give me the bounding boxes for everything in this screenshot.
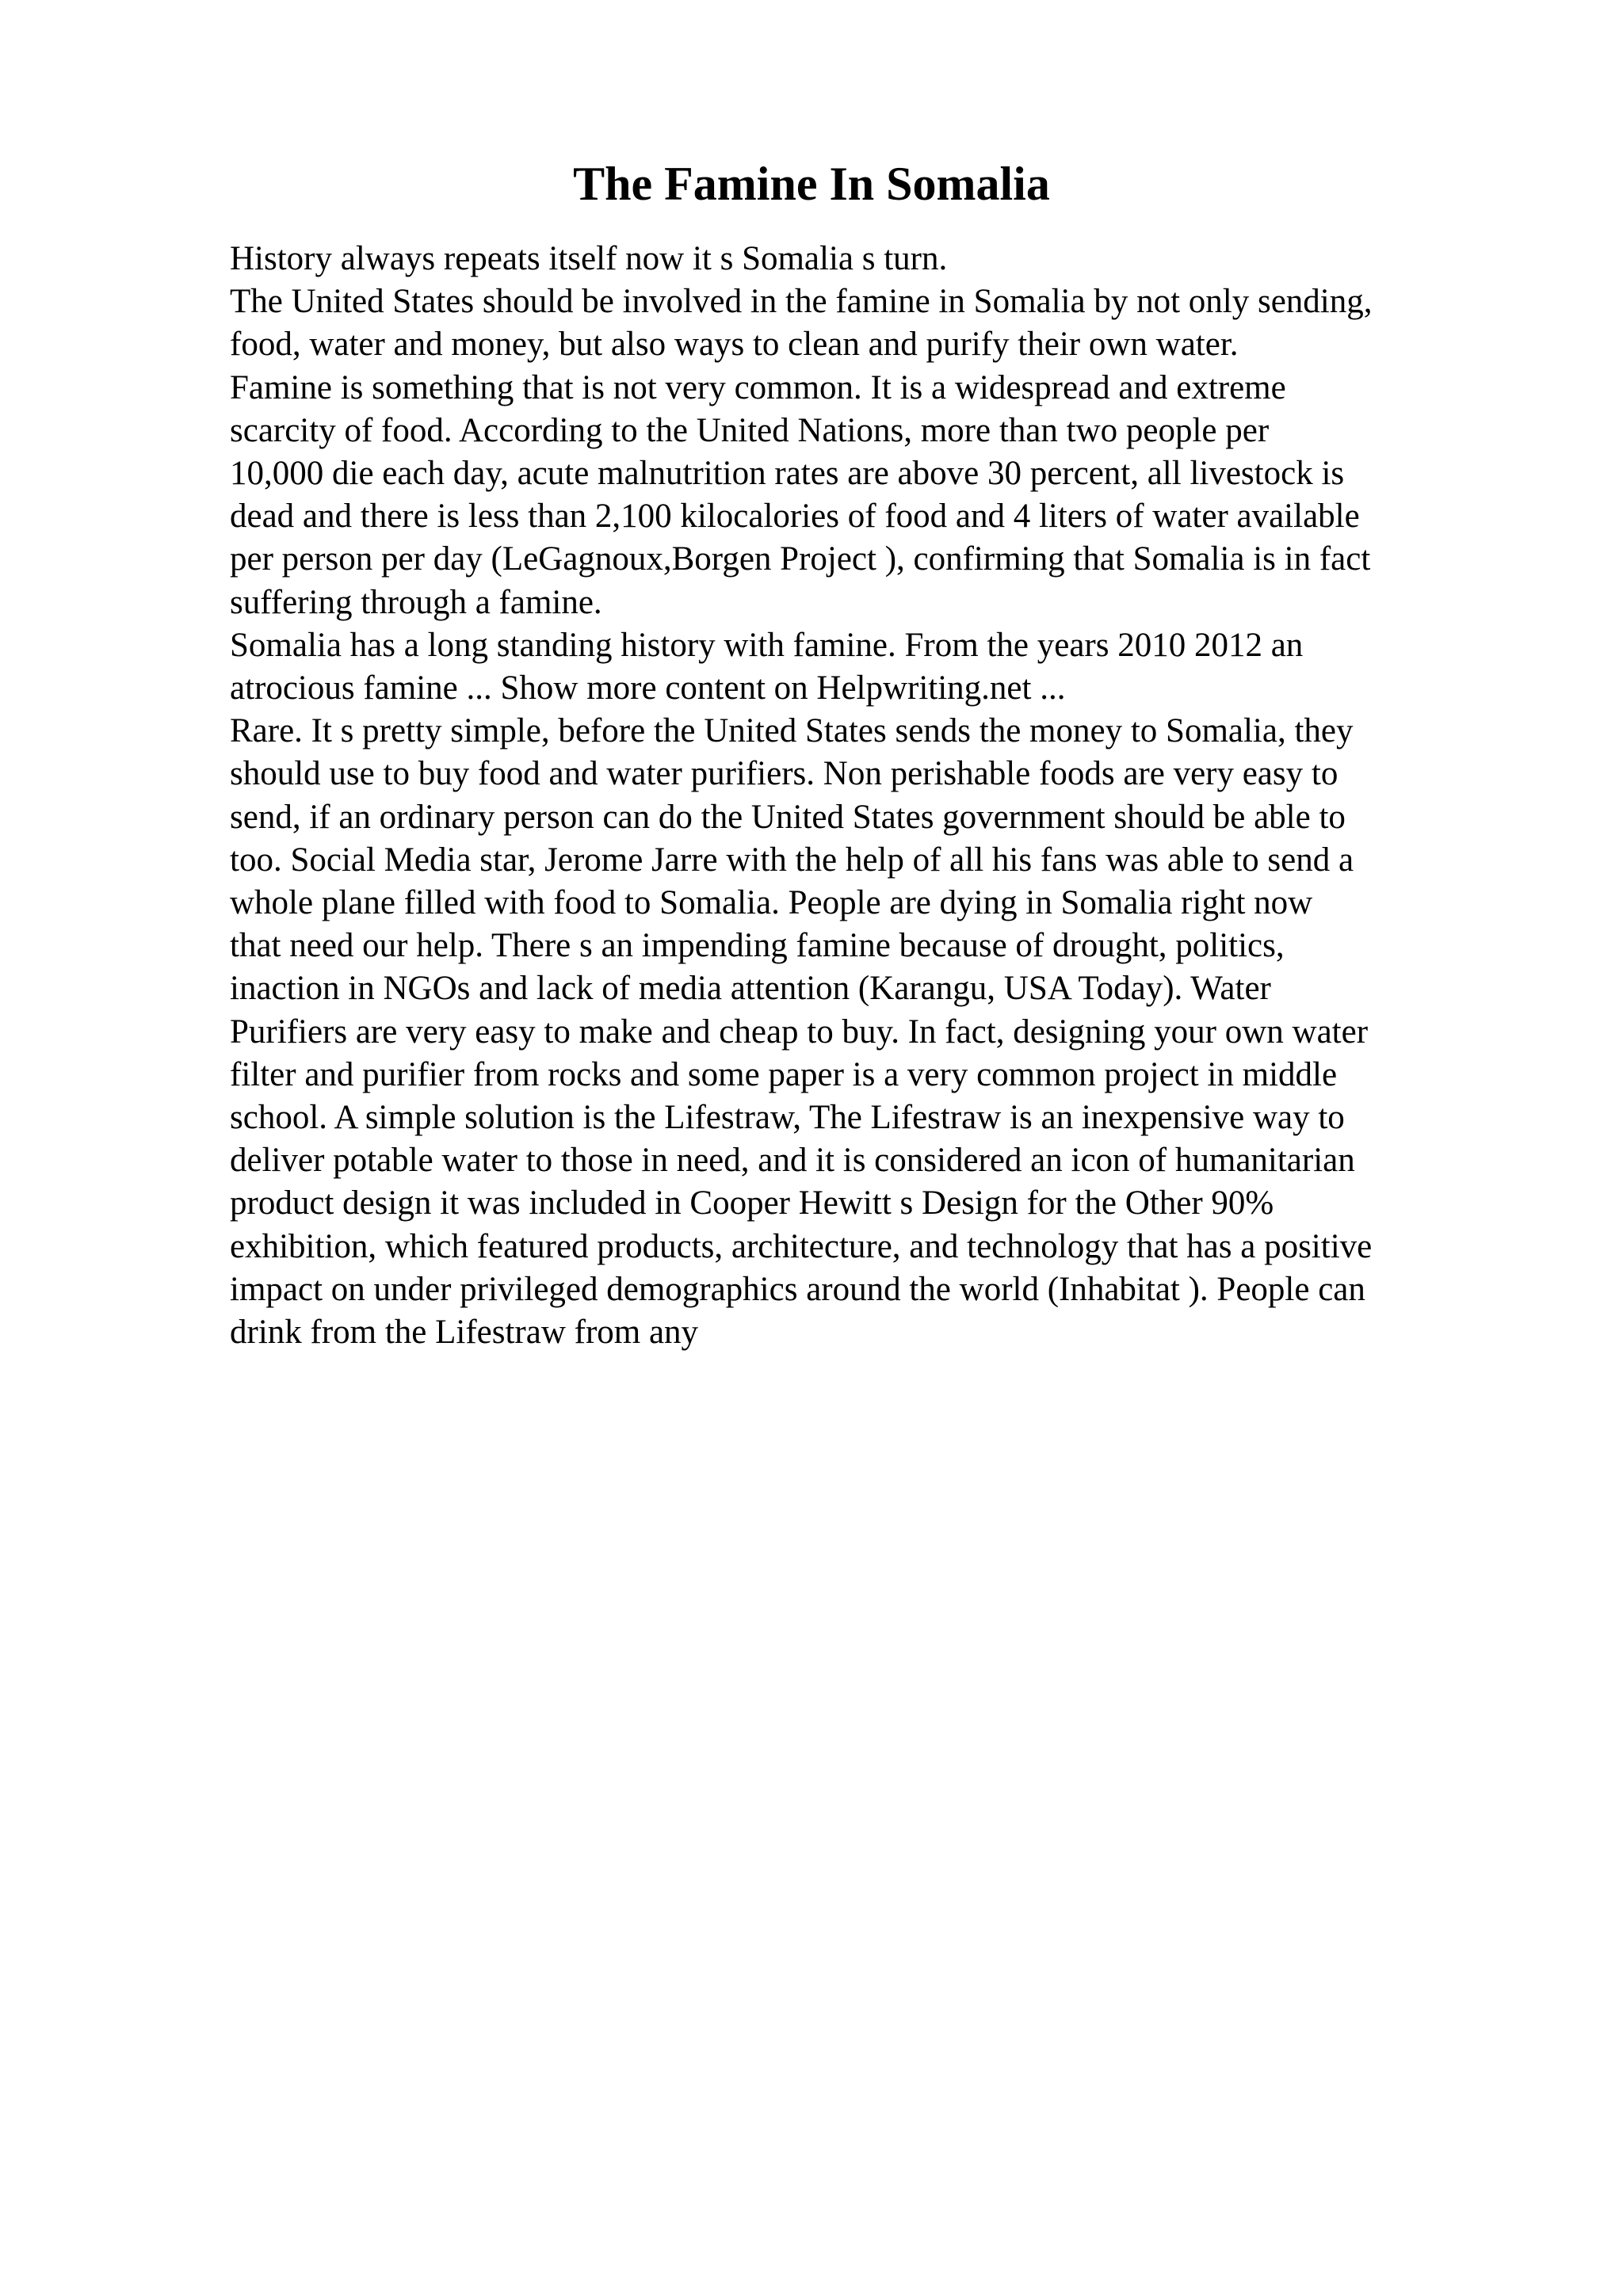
paragraph-line: Purifiers are very easy to make and cheap to buy. In fact, designing your own water <box>230 1013 1369 1051</box>
paragraph-line: atrocious famine ... Show more content on Helpwriting.net ... <box>230 669 1066 707</box>
paragraph-line: filter and purifier from rocks and some paper is a very common project in middle <box>230 1055 1338 1093</box>
paragraph-line: Rare. It s pretty simple, before the United States sends the money to Somalia, they <box>230 712 1354 750</box>
paragraph-4 <box>230 624 1466 710</box>
paragraph-line: History always repeats itself now it s Somalia s turn. <box>230 240 948 277</box>
paragraph-line: impact on under privileged demographics around the world (Inhabitat ). People can <box>230 1270 1365 1308</box>
paragraph-line: send, if an ordinary person can do the United States government should be able to <box>230 798 1346 836</box>
paragraph-5 <box>230 710 1466 1354</box>
paragraph-line: The United States should be involved in the famine in Somalia by not only sending, <box>230 283 1373 321</box>
document-body <box>230 238 1466 1354</box>
paragraph-line: suffering through a famine. <box>230 583 602 621</box>
paragraph-line: product design it was included in Cooper Hewitt s Design for the Other 90% <box>230 1184 1274 1222</box>
paragraph-line: deliver potable water to those in need, and it is considered an icon of humanitarian <box>230 1142 1355 1180</box>
paragraph-line: whole plane filled with food to Somalia. People are dying in Somalia right now <box>230 884 1313 922</box>
paragraph-line: that need our help. There s an impending famine because of drought, politics, <box>230 927 1285 965</box>
paragraph-line: exhibition, which featured products, architecture, and technology that has a positive <box>230 1227 1373 1265</box>
paragraph-line: inaction in NGOs and lack of media attention (Karangu, USA Today). Water <box>230 970 1271 1008</box>
paragraph-line: Famine is something that is not very common. It is a widespread and extreme <box>230 368 1286 406</box>
paragraph-3 <box>230 367 1466 624</box>
paragraph-line: 10,000 die each day, acute malnutrition rates are above 30 percent, all livestock is <box>230 455 1345 493</box>
paragraph-line: scarcity of food. According to the United Nations, more than two people per <box>230 411 1270 449</box>
paragraph-line: too. Social Media star, Jerome Jarre with the help of all his fans was able to send a <box>230 841 1354 879</box>
paragraph-line: dead and there is less than 2,100 kilocalories of food and 4 liters of water available <box>230 498 1360 536</box>
document-title: The Famine In Somalia <box>573 158 1050 210</box>
paragraph-line: food, water and money, but also ways to clean and purify their own water. <box>230 326 1239 364</box>
paragraph-2 <box>230 280 1466 366</box>
paragraph-1 <box>230 238 1466 280</box>
paragraph-line: school. A simple solution is the Lifestraw, The Lifestraw is an inexpensive way to <box>230 1099 1345 1137</box>
paragraph-line: should use to buy food and water purifiers. Non perishable foods are very easy to <box>230 755 1338 793</box>
paragraph-line: drink from the Lifestraw from any <box>230 1314 699 1352</box>
paragraph-line: Somalia has a long standing history with famine. From the years 2010 2012 an <box>230 626 1304 664</box>
paragraph-line: per person per day (LeGagnoux,Borgen Project ), confirming that Somalia is in fact <box>230 540 1371 578</box>
